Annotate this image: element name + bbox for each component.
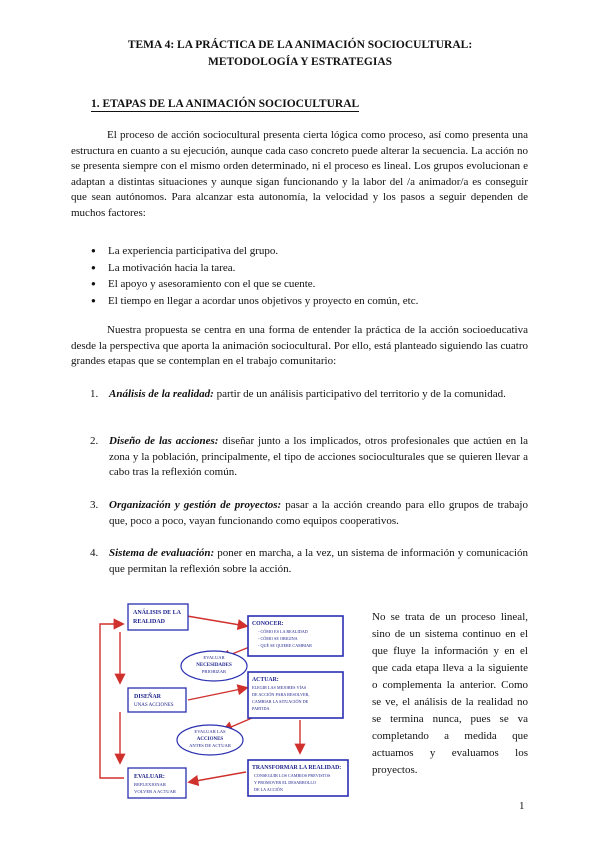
diagram-text: PRIORIZAR [201,669,227,674]
step-item-1 [90,387,528,403]
step-label: Análisis de la realidad: [109,388,214,400]
arrow-to-conocer [187,616,246,626]
step-number: 4. [90,547,99,559]
diagram-text: ANÁLISIS DE LA [133,610,182,616]
diagram-text: NECESIDADES [196,663,232,668]
step-label: Sistema de evaluación: [109,547,215,559]
diagram-text: ELEGIR LAS MEJORES VÍAS [252,685,307,690]
step-item-2 [90,434,528,481]
diagram-text: EVALUAR: [134,774,165,780]
diagram-text: CAMBIAR LA SITUACIÓN DE [252,699,309,704]
list-item: ● La motivación hacia la tarea. [91,260,418,277]
step-item-3 [90,498,528,529]
diagram-text: CONSEGUIR LOS CAMBIOS PREVISTOS [254,773,331,778]
diagram-text: - CÓMO ES LA REALIDAD [258,629,308,634]
box-conocer [248,616,343,656]
diagram-text: DE LA ACCIÓN [254,787,283,792]
box-analisis-realidad [128,604,188,630]
arrow-disenar-to-actuar [188,688,246,700]
oval-evaluar-necesidades [181,651,247,681]
section-heading: 1. ETAPAS DE LA ANIMACIÓN SOCIOCULTURAL [91,98,360,110]
diagram-text: ANTES DE ACTUAR [189,743,231,748]
box-transformar-realidad [248,760,348,796]
box-disenar-acciones [128,688,186,712]
diagram-text: EVALUAR LAS [194,729,226,734]
diagram-text: - CÓMO SE ORIGINA [258,636,298,641]
diagram-text: REFLEXIONAR [134,782,166,787]
list-item: ● El apoyo y asesoramiento con el que se cuente. [91,276,418,293]
oval-evaluar-acciones [177,725,243,755]
diagram-text: UNAS ACCIONES [134,703,174,708]
step-text: pasar a la acción creando para ello grupos de trabajo que, poco a poco, vayan funcionando como equipos cooperativos. [109,499,528,527]
proposal-paragraph: Nuestra propuesta se centra en una forma de entender la práctica de la acción socioeducativa desde la perspectiva que aporta la animación sociocultural. Por ello, está planteado siguiendo las cuatro grandes etapas que se contemplan en el trabajo comunitario: [71,324,528,368]
diagram-text: DISEÑAR [134,694,162,700]
diagram-explanation: No se trata de un proceso lineal, sino de un sistema continuo en el que fluye la información y en el que cada etapa lleva a la siguiente o complementa la anterior. Como se ve, el análisis de la realidad no se termina nunca, pues se va completando a medida que actuamos y evaluamos los proyectos. [372,611,528,776]
title-line-1: TEMA 4: LA PRÁCTICA DE LA ANIMACIÓN SOCIOCULTURAL: [127,39,473,51]
title-line-2: METODOLOGÍA Y ESTRATEGIAS [207,56,393,68]
arrow-to-evaluar [190,772,246,782]
diagram-text: VOLVER A ACTUAR [134,789,176,794]
step-number: 2. [90,435,99,447]
diagram-text: REALIDAD [133,619,166,625]
diagram-text: ACTUAR: [252,677,279,683]
page-number: 1 [519,800,525,812]
step-text: diseñar junto a los implicados, otros profesionales que actúen en la zona y la población, principalmente, el tipo de acciones socioculturales que se quieren llevar a cabo tras la reflexión común. [109,435,529,479]
step-number: 1. [90,388,99,400]
step-label: Diseño de las acciones: [109,435,219,447]
step-label: Organización y gestión de proyectos: [109,499,282,511]
intro-paragraph: El proceso de acción sociocultural presenta cierta lógica como proceso, así como presenta una estructura en cuanto a su ejecución, aunque cada caso concreto puede alterar la secuencia. La acción no se presenta siempre con el mismo orden determinado, ni el proceso es lineal. Los grupos evolucionan e adaptan a distintas situaciones y aunque sigan funcionando y la labor del /a animador/a es conseguir que sean autónomos. Para alcanzar esta autonomía, la velocidad y los pasos a seguir dependen de muchos factores: [71,129,528,219]
diagram-text: ACCIONES [196,737,224,742]
diagram-text: Y PROMOVER EL DESARROLLO [254,780,316,785]
list-item: ● El tiempo en llegar a acordar unos objetivos y proyecto en común, etc. [91,293,418,310]
step-text: poner en marcha, a la vez, un sistema de información y comunicación que permitan la reflexión sobre la acción. [109,547,528,575]
step-item-4 [90,546,528,577]
factors-list [91,243,418,309]
diagram-text: - QUÉ SE QUIERE CAMBIAR [258,643,312,648]
box-actuar [248,672,343,718]
step-number: 3. [90,499,99,511]
diagram-text: PARTIDA [252,706,270,711]
diagram-text: DE ACCIÓN PARA RESOLVER, [252,692,310,697]
diagram-text: TRANSFORMAR LA REALIDAD: [252,765,342,771]
document-title [0,37,600,71]
diagram-text: EVALUAR [203,655,225,660]
box-evaluar [128,768,186,798]
step-text: partir de un análisis participativo del territorio y de la comunidad. [213,388,506,400]
list-item: ● La experiencia participativa del grupo. [91,243,418,260]
diagram-text: CONOCER: [252,621,284,627]
animation-cycle-diagram [92,602,354,802]
